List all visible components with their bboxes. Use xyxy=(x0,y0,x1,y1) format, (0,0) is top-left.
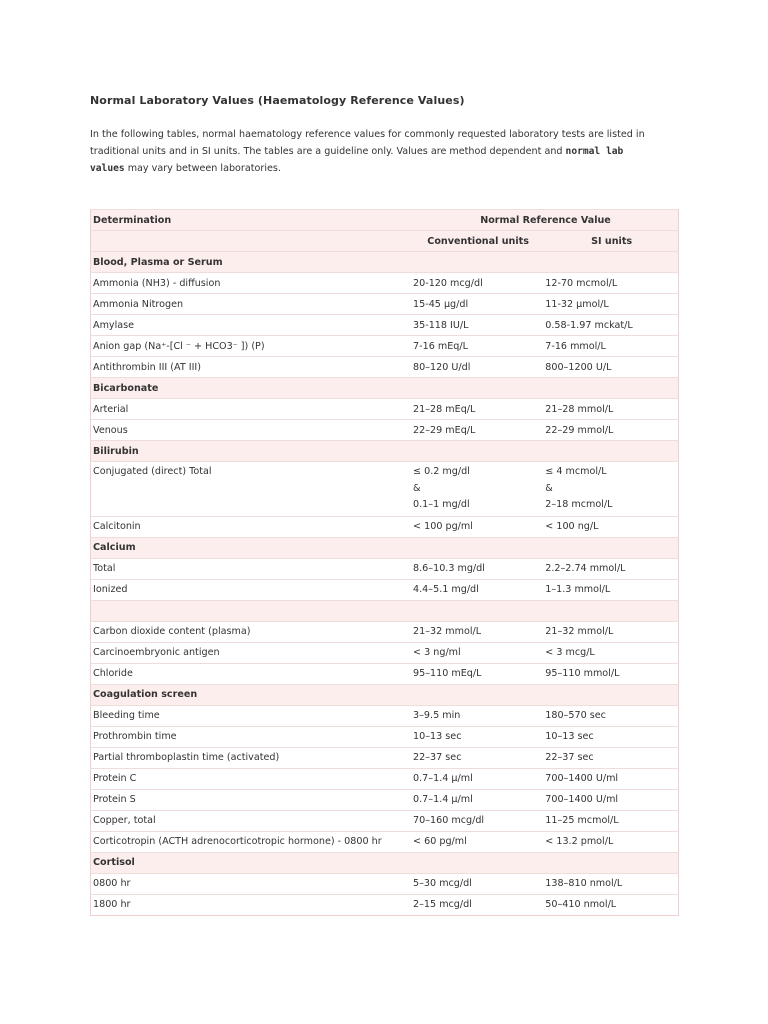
table-section-row xyxy=(91,684,679,705)
page-title: Normal Laboratory Values (Haematology Reference Values) xyxy=(90,94,465,107)
conventional-value-cell: 20-120 mcg/dl xyxy=(411,273,543,294)
conventional-value-cell: < 100 pg/ml xyxy=(411,516,543,537)
si-value-cell: 22–29 mmol/L xyxy=(543,420,678,441)
determination-cell: Conjugated (direct) Total xyxy=(91,462,412,517)
conventional-value-cell: < 3 ng/ml xyxy=(411,642,543,663)
table-section-row xyxy=(91,852,679,873)
table-row xyxy=(91,726,679,747)
section-heading: Cortisol xyxy=(91,852,679,873)
section-heading xyxy=(91,600,679,621)
section-heading: Calcium xyxy=(91,537,679,558)
si-value-cell: 11-32 µmol/L xyxy=(543,294,678,315)
conventional-value-cell: 0.7–1.4 µ/ml xyxy=(411,768,543,789)
table-section-row xyxy=(91,600,679,621)
determination-cell: 1800 hr xyxy=(91,894,412,915)
table-row xyxy=(91,294,679,315)
value-line: 2–18 mcmol/L xyxy=(545,499,613,510)
table-row xyxy=(91,579,679,600)
determination-cell: Prothrombin time xyxy=(91,726,412,747)
determination-cell: Bleeding time xyxy=(91,705,412,726)
table-row xyxy=(91,357,679,378)
value-line: ≤ 0.2 mg/dl xyxy=(413,466,470,477)
conventional-value-cell: < 60 pg/ml xyxy=(411,831,543,852)
determination-cell: Copper, total xyxy=(91,810,412,831)
determination-cell: Antithrombin III (AT III) xyxy=(91,357,412,378)
section-heading: Bicarbonate xyxy=(91,378,679,399)
conventional-value-cell: 4.4–5.1 mg/dl xyxy=(411,579,543,600)
determination-cell: Protein S xyxy=(91,789,412,810)
conventional-value-cell: 5–30 mcg/dl xyxy=(411,873,543,894)
conventional-value-cell: 2–15 mcg/dl xyxy=(411,894,543,915)
intro-text: In the following tables, normal haematology reference values for commonly requested laboratory tests are listed in traditional units and in SI units. The tables are a guideline only. Values are method dependent and xyxy=(90,129,645,157)
determination-cell: Amylase xyxy=(91,315,412,336)
table-row xyxy=(91,663,679,684)
si-value-cell: 95–110 mmol/L xyxy=(543,663,678,684)
table-row xyxy=(91,621,679,642)
table-section-row xyxy=(91,252,679,273)
header-determination: Determination xyxy=(91,210,412,231)
si-value-cell: < 13.2 pmol/L xyxy=(543,831,678,852)
determination-cell: Carbon dioxide content (plasma) xyxy=(91,621,412,642)
table-row xyxy=(91,399,679,420)
section-heading: Bilirubin xyxy=(91,441,679,462)
conventional-value-cell: 3–9.5 min xyxy=(411,705,543,726)
header-conventional-units: Conventional units xyxy=(411,231,543,252)
si-value-cell: 800–1200 U/L xyxy=(543,357,678,378)
conventional-value-cell: 80–120 U/dl xyxy=(411,357,543,378)
si-value-cell: 700–1400 U/ml xyxy=(543,789,678,810)
conventional-value-cell: 35-118 IU/L xyxy=(411,315,543,336)
header-si-units: SI units xyxy=(543,231,678,252)
si-value-cell: 50–410 nmol/L xyxy=(543,894,678,915)
conventional-value-cell: 21–32 mmol/L xyxy=(411,621,543,642)
table-row xyxy=(91,273,679,294)
table-header-row xyxy=(91,210,679,231)
conventional-value-cell xyxy=(411,462,543,517)
header-empty-cell xyxy=(91,231,412,252)
table-section-row xyxy=(91,441,679,462)
si-value-cell: 12-70 mcmol/L xyxy=(543,273,678,294)
determination-cell: Anion gap (Na⁺-[Cl ⁻ + HCO3⁻ ]) (P) xyxy=(91,336,412,357)
table-row xyxy=(91,873,679,894)
conventional-value-cell: 22–29 mEq/L xyxy=(411,420,543,441)
reference-values-table xyxy=(90,209,679,916)
table-row xyxy=(91,831,679,852)
table-row xyxy=(91,420,679,441)
value-line: 0.1–1 mg/dl xyxy=(413,499,470,510)
table-row xyxy=(91,789,679,810)
conventional-value-cell: 95–110 mEq/L xyxy=(411,663,543,684)
conventional-value-cell: 8.6–10.3 mg/dl xyxy=(411,558,543,579)
determination-cell: Corticotropin (ACTH adrenocorticotropic hormone) - 0800 hr xyxy=(91,831,412,852)
table-row xyxy=(91,642,679,663)
value-line: & xyxy=(545,482,553,494)
conventional-value-cell: 10–13 sec xyxy=(411,726,543,747)
si-value-cell: 11–25 mcmol/L xyxy=(543,810,678,831)
si-value-cell xyxy=(543,462,678,517)
table-row xyxy=(91,747,679,768)
section-heading: Coagulation screen xyxy=(91,684,679,705)
si-value-cell: 10–13 sec xyxy=(543,726,678,747)
si-value-cell: 21–32 mmol/L xyxy=(543,621,678,642)
si-value-cell: 7-16 mmol/L xyxy=(543,336,678,357)
determination-cell: Ammonia Nitrogen xyxy=(91,294,412,315)
table-row xyxy=(91,894,679,915)
intro-text-end: may vary between laboratories. xyxy=(124,163,281,174)
table-row xyxy=(91,336,679,357)
determination-cell: Ionized xyxy=(91,579,412,600)
conventional-value-cell: 70–160 mcg/dl xyxy=(411,810,543,831)
determination-cell: Carcinoembryonic antigen xyxy=(91,642,412,663)
determination-cell: Ammonia (NH3) - diffusion xyxy=(91,273,412,294)
si-value-cell: < 3 mcg/L xyxy=(543,642,678,663)
determination-cell: Calcitonin xyxy=(91,516,412,537)
conventional-value-cell: 7-16 mEq/L xyxy=(411,336,543,357)
si-value-cell: 138–810 nmol/L xyxy=(543,873,678,894)
table-row xyxy=(91,462,679,517)
intro-paragraph xyxy=(90,126,650,177)
si-value-cell: < 100 ng/L xyxy=(543,516,678,537)
table-row xyxy=(91,768,679,789)
header-normal-reference-value: Normal Reference Value xyxy=(411,210,678,231)
value-line: & xyxy=(413,482,421,494)
determination-cell: Partial thromboplastin time (activated) xyxy=(91,747,412,768)
section-heading: Blood, Plasma or Serum xyxy=(91,252,679,273)
value-line: ≤ 4 mcmol/L xyxy=(545,466,607,477)
determination-cell: Arterial xyxy=(91,399,412,420)
si-value-cell: 22–37 sec xyxy=(543,747,678,768)
si-value-cell: 180–570 sec xyxy=(543,705,678,726)
si-value-cell: 1–1.3 mmol/L xyxy=(543,579,678,600)
conventional-value-cell: 21–28 mEq/L xyxy=(411,399,543,420)
determination-cell: Venous xyxy=(91,420,412,441)
table-section-row xyxy=(91,378,679,399)
si-value-cell: 700–1400 U/ml xyxy=(543,768,678,789)
determination-cell: Chloride xyxy=(91,663,412,684)
table-row xyxy=(91,516,679,537)
si-value-cell: 2.2–2.74 mmol/L xyxy=(543,558,678,579)
si-value-cell: 21–28 mmol/L xyxy=(543,399,678,420)
table-row xyxy=(91,705,679,726)
table-row xyxy=(91,810,679,831)
intro-keyword-link[interactable]: normal lab values xyxy=(90,146,624,174)
table-row xyxy=(91,558,679,579)
table-row xyxy=(91,315,679,336)
conventional-value-cell: 0.7–1.4 µ/ml xyxy=(411,789,543,810)
determination-cell: 0800 hr xyxy=(91,873,412,894)
conventional-value-cell: 22–37 sec xyxy=(411,747,543,768)
si-value-cell: 0.58-1.97 mckat/L xyxy=(543,315,678,336)
table-section-row xyxy=(91,537,679,558)
conventional-value-cell: 15-45 µg/dl xyxy=(411,294,543,315)
table-subheader-row xyxy=(91,231,679,252)
determination-cell: Protein C xyxy=(91,768,412,789)
determination-cell: Total xyxy=(91,558,412,579)
